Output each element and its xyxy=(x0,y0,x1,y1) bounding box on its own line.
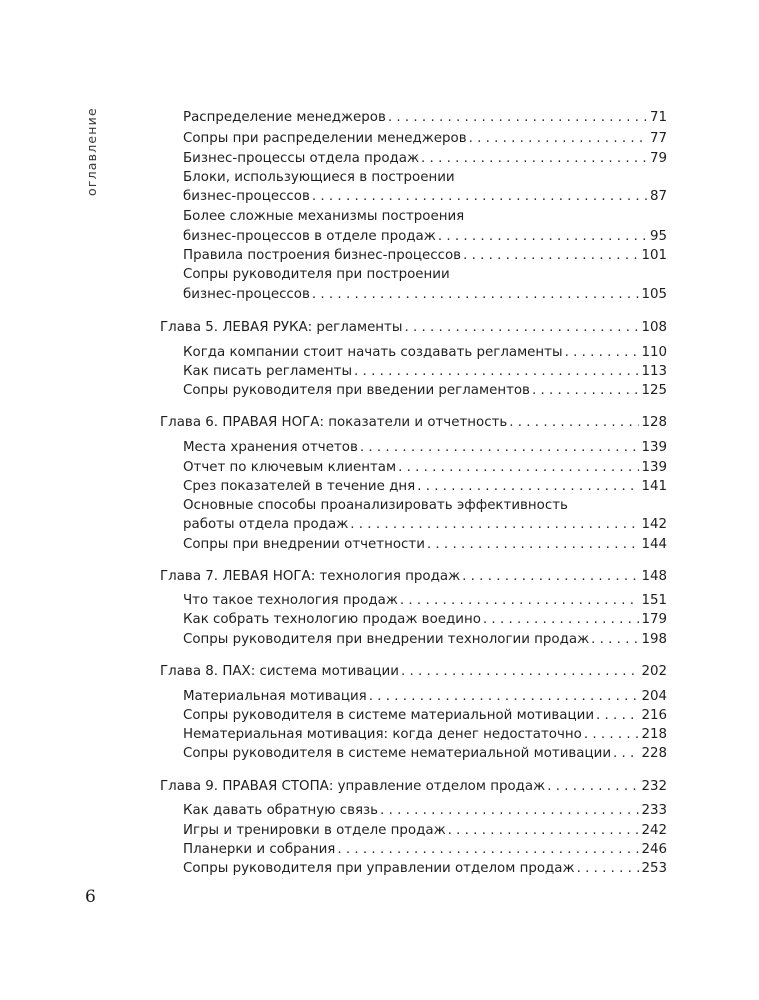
toc-entry-title: Отчет по ключевым клиентам xyxy=(183,460,397,475)
toc-entry-title-line1: Более сложные механизмы построения xyxy=(183,209,465,224)
toc-dot-leader xyxy=(398,458,639,477)
toc-entry-page: 128 xyxy=(641,415,667,430)
toc-dot-leader xyxy=(584,725,640,744)
toc-dot-leader xyxy=(532,381,639,400)
toc-dot-leader xyxy=(350,515,639,534)
toc-entry-page: 71 xyxy=(649,110,667,125)
toc-entry-title: Распределение менеджеров xyxy=(183,110,386,125)
toc-entry-title: Как собрать технологию продаж воедино xyxy=(183,612,481,627)
toc-entry-title: Глава 8. ПАХ: система мотивации xyxy=(160,664,399,679)
toc-entry-first-line xyxy=(183,265,450,284)
toc-entry[interactable] xyxy=(183,477,667,496)
toc-entry-page: 110 xyxy=(641,345,667,360)
toc-entry-title: бизнес-процессов xyxy=(183,287,310,302)
toc-entry-title: Глава 5. ЛЕВАЯ РУКА: регламенты xyxy=(160,320,403,335)
toc-entry[interactable] xyxy=(183,438,667,457)
toc-entry-page: 139 xyxy=(641,440,667,455)
toc-entry-title: бизнес-процессов в отделе продаж xyxy=(183,229,436,244)
toc-chapter-entry[interactable] xyxy=(160,567,667,586)
toc-entry-title-line1: Основные способы проанализировать эффективность xyxy=(183,498,568,513)
toc-entry-title: Места хранения отчетов xyxy=(183,440,358,455)
toc-entry-title: работы отдела продаж xyxy=(183,517,349,532)
toc-dot-leader xyxy=(337,840,639,859)
toc-dot-leader xyxy=(400,591,640,610)
toc-chapter-entry[interactable] xyxy=(160,777,667,796)
toc-entry-page: 246 xyxy=(641,842,667,857)
toc-entry-page: 202 xyxy=(641,664,667,679)
toc-entry-page: 101 xyxy=(641,248,667,263)
toc-entry-title: Сопры руководителя в системе нематериальной мотивации xyxy=(183,746,612,761)
toc-entry[interactable] xyxy=(183,610,667,629)
toc-entry-title: Глава 6. ПРАВАЯ НОГА: показатели и отчетность xyxy=(160,415,508,430)
toc-entry-page: 139 xyxy=(641,460,667,475)
toc-entry-page: 218 xyxy=(641,727,667,742)
toc-dot-leader xyxy=(596,706,639,725)
toc-entry-title: Сопры при распределении менеджеров xyxy=(183,131,467,146)
toc-entry-title: Бизнес-процессы отдела продаж xyxy=(183,151,420,166)
toc-entry-page: 216 xyxy=(641,708,667,723)
toc-chapter-entry[interactable] xyxy=(160,413,667,432)
toc-entry-page: 105 xyxy=(641,287,667,302)
toc-entry-page: 253 xyxy=(641,861,667,876)
toc-entry-title: Когда компании стоит начать создавать регламенты xyxy=(183,345,563,360)
page-number: 6 xyxy=(85,887,96,907)
toc-entry[interactable] xyxy=(183,706,667,725)
toc-entry-title: Правила построения бизнес-процессов xyxy=(183,248,462,263)
toc-entry[interactable] xyxy=(183,515,667,534)
toc-dot-leader xyxy=(591,630,639,649)
toc-entry-title: Игры и тренировки в отделе продаж xyxy=(183,823,446,838)
toc-entry[interactable] xyxy=(183,246,667,265)
toc-dot-leader xyxy=(448,821,640,840)
toc-entry[interactable] xyxy=(183,535,667,554)
toc-dot-leader xyxy=(565,343,640,362)
toc-entry-page: 142 xyxy=(641,517,667,532)
toc-dot-leader xyxy=(360,438,640,457)
toc-entry[interactable] xyxy=(183,149,667,168)
toc-entry[interactable] xyxy=(183,687,667,706)
toc-entry[interactable] xyxy=(183,458,667,477)
toc-dot-leader xyxy=(463,246,639,265)
toc-entry-page: 108 xyxy=(641,320,667,335)
toc-dot-leader xyxy=(613,744,639,763)
toc-entry-page: 144 xyxy=(641,537,667,552)
toc-entry-title: Срез показателей в течение дня xyxy=(183,479,416,494)
toc-dot-leader xyxy=(312,187,648,206)
toc-dot-leader xyxy=(547,777,639,796)
toc-dot-leader xyxy=(462,567,639,586)
toc-entry[interactable] xyxy=(183,859,667,878)
toc-entry-page: 77 xyxy=(649,131,667,146)
toc-dot-leader xyxy=(388,108,648,127)
toc-chapter-entry[interactable] xyxy=(160,662,667,681)
toc-entry-page: 95 xyxy=(649,229,667,244)
toc-entry[interactable] xyxy=(183,381,667,400)
toc-entry[interactable] xyxy=(183,362,667,381)
toc-entry[interactable] xyxy=(183,343,667,362)
toc-entry-page: 148 xyxy=(641,569,667,584)
toc-dot-leader xyxy=(354,362,639,381)
toc-entry[interactable] xyxy=(183,630,667,649)
toc-entry-title: Как писать регламенты xyxy=(183,364,353,379)
toc-entry-first-line xyxy=(183,168,455,187)
toc-entry[interactable] xyxy=(183,227,667,246)
toc-entry-page: 79 xyxy=(649,151,667,166)
toc-entry[interactable] xyxy=(183,744,667,763)
toc-entry-page: 242 xyxy=(641,823,667,838)
toc-dot-leader xyxy=(509,413,639,432)
toc-dot-leader xyxy=(421,149,648,168)
toc-entry-title: Нематериальная мотивация: когда денег недостаточно xyxy=(183,727,582,742)
toc-dot-leader xyxy=(404,318,639,337)
toc-chapter-entry[interactable] xyxy=(160,318,667,337)
toc-dot-leader xyxy=(417,477,639,496)
toc-dot-leader xyxy=(369,687,640,706)
toc-entry[interactable] xyxy=(183,821,667,840)
toc-entry-page: 228 xyxy=(641,746,667,761)
toc-entry[interactable] xyxy=(183,591,667,610)
toc-dot-leader xyxy=(427,535,640,554)
toc-entry-title-line1: Сопры руководителя при построении xyxy=(183,267,450,282)
toc-entry[interactable] xyxy=(183,801,667,820)
side-section-label: оглавление xyxy=(84,107,99,196)
toc-entry-title: Глава 9. ПРАВАЯ СТОПА: управление отделом продаж xyxy=(160,779,546,794)
toc-entry-page: 141 xyxy=(641,479,667,494)
toc-entry-first-line xyxy=(183,207,464,226)
toc-entry[interactable] xyxy=(183,108,667,127)
toc-dot-leader xyxy=(483,610,640,629)
toc-entry-page: 87 xyxy=(649,189,667,204)
toc-entry-page: 233 xyxy=(641,803,667,818)
toc-entry-page: 113 xyxy=(641,364,667,379)
toc-dot-leader xyxy=(469,129,648,148)
toc-entry-title: Что такое технология продаж xyxy=(183,593,398,608)
toc-entry[interactable] xyxy=(183,129,667,148)
toc-entry-title: бизнес-процессов xyxy=(183,189,310,204)
toc-dot-leader xyxy=(577,859,640,878)
toc-entry-page: 125 xyxy=(641,383,667,398)
toc-dot-leader xyxy=(401,662,640,681)
toc-entry-title-line1: Блоки, использующиеся в построении xyxy=(183,170,455,185)
toc-entry-title: Глава 7. ЛЕВАЯ НОГА: технология продаж xyxy=(160,569,461,584)
toc-entry-title: Материальная мотивация xyxy=(183,689,367,704)
toc-entry[interactable] xyxy=(183,187,667,206)
toc-entry-title: Как давать обратную связь xyxy=(183,803,379,818)
toc-entry-page: 198 xyxy=(641,632,667,647)
toc-entry-page: 151 xyxy=(641,593,667,608)
toc-entry-title: Сопры руководителя в системе материальной мотивации xyxy=(183,708,595,723)
toc-entry-title: Сопры при внедрении отчетности xyxy=(183,537,425,552)
toc-entry-title: Сопры руководителя при введении регламентов xyxy=(183,383,530,398)
toc-entry[interactable] xyxy=(183,725,667,744)
toc-entry-page: 204 xyxy=(641,689,667,704)
toc-entry-page: 179 xyxy=(641,612,667,627)
toc-entry[interactable] xyxy=(183,840,667,859)
toc-entry-title: Сопры руководителя при управлении отделом продаж xyxy=(183,861,575,876)
toc-dot-leader xyxy=(438,227,648,246)
toc-entry[interactable] xyxy=(183,285,667,304)
toc-dot-leader xyxy=(312,285,640,304)
toc-entry-title: Планерки и собрания xyxy=(183,842,336,857)
toc-dot-leader xyxy=(380,801,639,820)
toc-entry-first-line xyxy=(183,496,568,515)
toc-entry-page: 232 xyxy=(641,779,667,794)
toc-entry-title: Сопры руководителя при внедрении технологии продаж xyxy=(183,632,590,647)
